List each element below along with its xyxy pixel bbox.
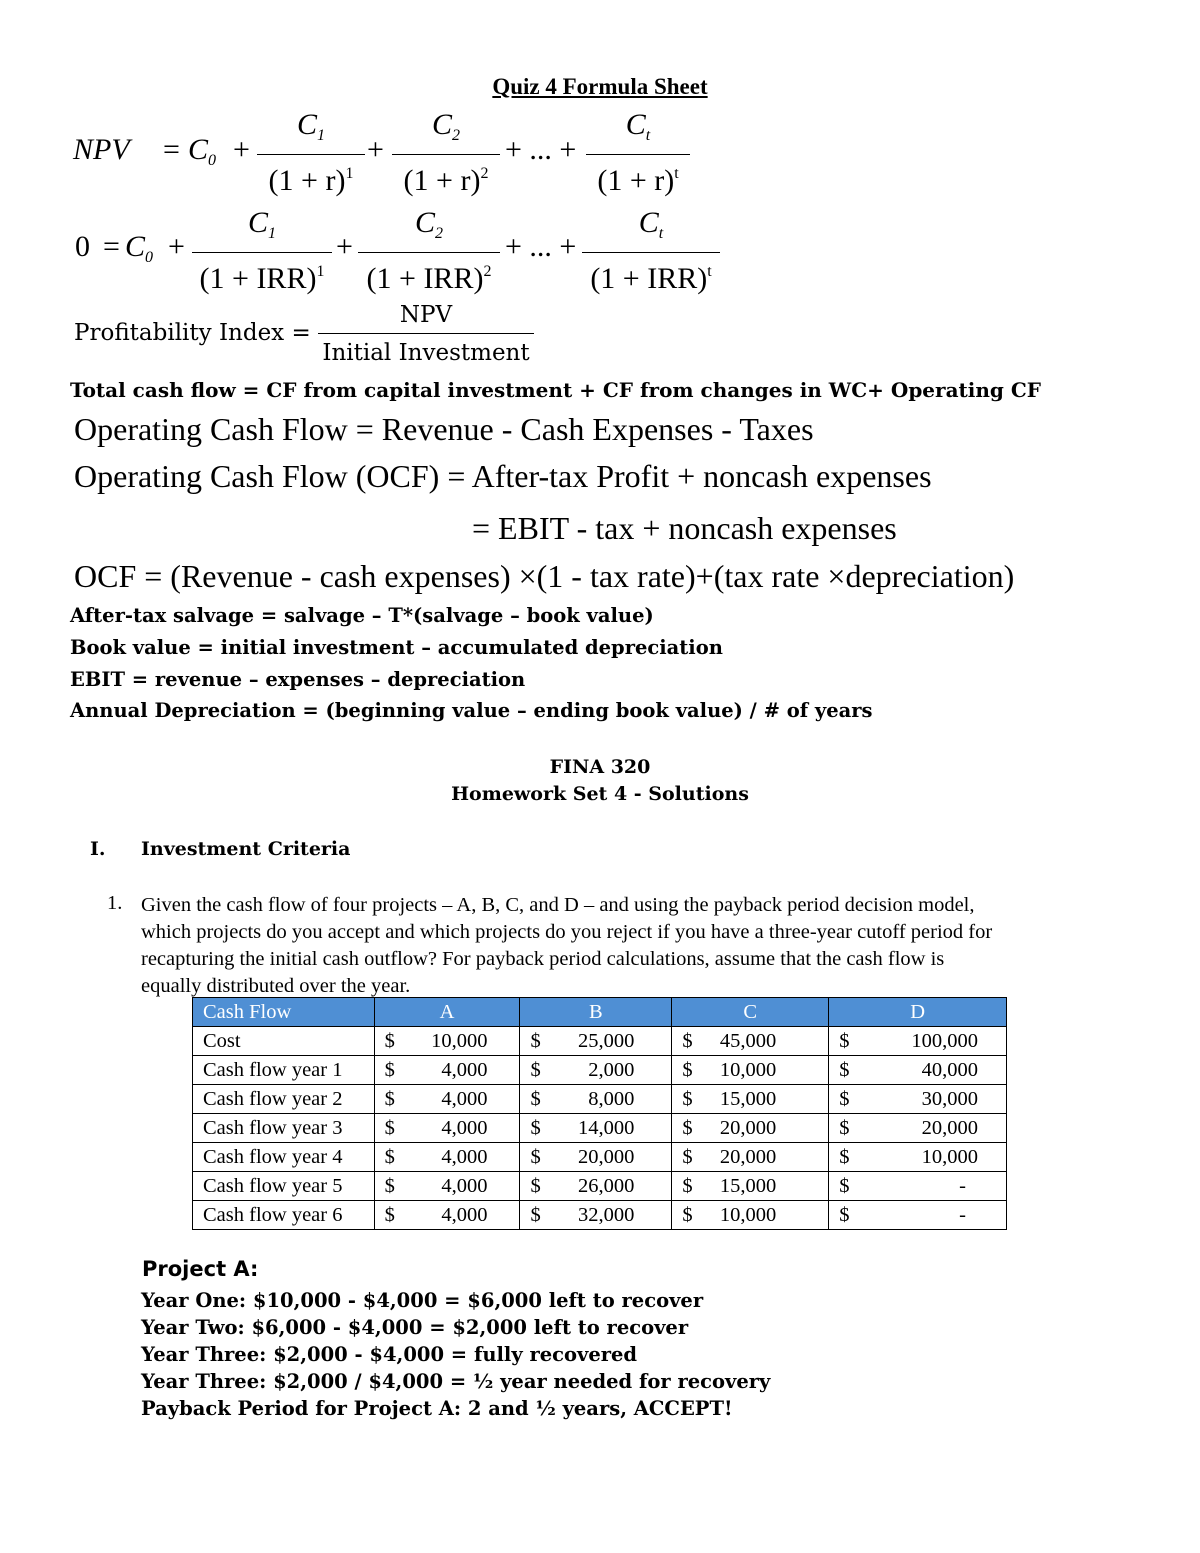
npv-dots: + ... + <box>505 133 577 166</box>
table-row <box>193 1172 1007 1201</box>
page-title: Quiz 4 Formula Sheet <box>492 74 708 99</box>
table-cell: $ 4,000 <box>374 1114 520 1143</box>
irr-plus-2: + <box>336 230 353 263</box>
table-cell: $ 10,000 <box>374 1027 520 1056</box>
row-label: Cash flow year 1 <box>193 1056 375 1085</box>
table-header: C <box>672 998 829 1027</box>
table-cell: $ 15,000 <box>672 1172 829 1201</box>
npv-term-2: $C_2$ $(1 + r)^2$ <box>392 108 500 198</box>
table-cell: $ 4,000 <box>374 1201 520 1230</box>
table-cell: $ 20,000 <box>672 1114 829 1143</box>
table-header: D <box>829 998 1007 1027</box>
table-row <box>193 1143 1007 1172</box>
question-number: 1. <box>107 892 123 914</box>
irr-dots: + ... + <box>505 230 577 263</box>
npv-term-1: $C_1$ $(1 + r)^1$ <box>257 108 365 198</box>
table-cell: $ 8,000 <box>520 1085 672 1114</box>
table-row <box>193 1114 1007 1143</box>
table-cell: $ 4,000 <box>374 1056 520 1085</box>
total-cash-flow-line: Total cash flow = CF from capital investment + CF from changes in WC+ Operating CF <box>70 378 1041 402</box>
table-cell: $ 10,000 <box>672 1201 829 1230</box>
solution-line: Payback Period for Project A: 2 and ½ years, ACCEPT! <box>141 1397 733 1420</box>
irr-term-1: $C_1$ (1 + IRR)$^1$ <box>192 206 332 296</box>
table-cell: $ 32,000 <box>520 1201 672 1230</box>
table-cell: $ 14,000 <box>520 1114 672 1143</box>
question-line: equally distributed over the year. <box>141 975 411 997</box>
after-tax-salvage-line: After-tax salvage = salvage – T*(salvage – book value) <box>70 604 654 627</box>
table-cell: $ 4,000 <box>374 1085 520 1114</box>
npv-plus-1: + <box>233 133 250 166</box>
irr-c0: $C_0$ <box>125 230 154 266</box>
row-label: Cash flow year 2 <box>193 1085 375 1114</box>
table-cell: $ 4,000 <box>374 1143 520 1172</box>
ocf-line-3: = EBIT - tax + noncash expenses <box>472 510 897 546</box>
ebit-line: EBIT = revenue – expenses – depreciation <box>70 668 526 691</box>
solution-line: Year Two: $6,000 - $4,000 = $2,000 left to recover <box>141 1316 689 1339</box>
table-cell: $ 30,000 <box>829 1085 1007 1114</box>
npv-equals: = <box>163 133 180 166</box>
pi-label: Profitability Index = <box>74 320 311 346</box>
annual-depreciation-line: Annual Depreciation = (beginning value – ending book value) / # of years <box>70 699 873 722</box>
npv-lhs: NPV <box>73 133 130 166</box>
npv-term-t: $C_t$ $(1 + r)^t$ <box>586 108 690 198</box>
solution-line: Year Three: $2,000 / $4,000 = ½ year needed for recovery <box>141 1370 771 1393</box>
table-cell: $ 20,000 <box>829 1114 1007 1143</box>
course-code: FINA 320 <box>549 756 651 778</box>
table-cell: $ 10,000 <box>829 1143 1007 1172</box>
question-text <box>141 892 992 1000</box>
table-header-row <box>193 998 1007 1027</box>
irr-plus-1: + <box>168 230 185 263</box>
table-cell: $ 20,000 <box>672 1143 829 1172</box>
npv-c0: $C_0$ <box>188 133 217 169</box>
project-a-solution <box>141 1287 770 1422</box>
cash-flow-table <box>192 997 1007 1230</box>
irr-term-t: $C_t$ (1 + IRR)$^t$ <box>582 206 720 296</box>
irr-term-2: $C_2$ (1 + IRR)$^2$ <box>358 206 500 296</box>
row-label: Cost <box>193 1027 375 1056</box>
table-header: A <box>374 998 520 1027</box>
table-cell: $ 26,000 <box>520 1172 672 1201</box>
question-line: recapturing the initial cash outflow? For payback period calculations, assume that the cash flow is <box>141 948 945 970</box>
ocf-line-1: Operating Cash Flow = Revenue - Cash Expenses - Taxes <box>74 411 814 447</box>
table-cell: $ 40,000 <box>829 1056 1007 1085</box>
table-cell: $ 25,000 <box>520 1027 672 1056</box>
npv-plus-2: + <box>367 133 384 166</box>
solution-line: Year One: $10,000 - $4,000 = $6,000 left to recover <box>141 1289 704 1312</box>
section-numeral: I. <box>90 838 106 860</box>
table-row <box>193 1201 1007 1230</box>
irr-equals: = <box>103 230 120 263</box>
row-label: Cash flow year 3 <box>193 1114 375 1143</box>
section-title: Investment Criteria <box>141 838 351 860</box>
row-label: Cash flow year 5 <box>193 1172 375 1201</box>
table-cell: $ - <box>829 1172 1007 1201</box>
solution-line: Year Three: $2,000 - $4,000 = fully recovered <box>141 1343 638 1366</box>
irr-lhs: 0 <box>75 230 90 263</box>
table-row <box>193 1027 1007 1056</box>
project-a-title: Project A: <box>142 1257 259 1281</box>
table-row <box>193 1085 1007 1114</box>
row-label: Cash flow year 4 <box>193 1143 375 1172</box>
table-row <box>193 1056 1007 1085</box>
table-cell: $ 10,000 <box>672 1056 829 1085</box>
question-line: which projects do you accept and which projects do you reject if you have a three-year cutoff period for <box>141 921 993 943</box>
table-cell: $ 20,000 <box>520 1143 672 1172</box>
table-header: B <box>520 998 672 1027</box>
table-cell: $ 2,000 <box>520 1056 672 1085</box>
homework-title: Homework Set 4 - Solutions <box>451 783 749 805</box>
table-cell: $ 15,000 <box>672 1085 829 1114</box>
book-value-line: Book value = initial investment – accumulated depreciation <box>70 636 723 659</box>
question-line: Given the cash flow of four projects – A, B, C, and D – and using the payback period decision model, <box>141 894 975 916</box>
ocf-line-4: OCF = (Revenue - cash expenses) ×(1 - tax rate)+(tax rate ×depreciation) <box>74 558 1015 594</box>
pi-fraction: NPV Initial Investment <box>318 298 534 370</box>
table-cell: $ 100,000 <box>829 1027 1007 1056</box>
table-cell: $ 4,000 <box>374 1172 520 1201</box>
row-label: Cash flow year 6 <box>193 1201 375 1230</box>
table-cell: $ - <box>829 1201 1007 1230</box>
table-header: Cash Flow <box>193 998 375 1027</box>
table-cell: $ 45,000 <box>672 1027 829 1056</box>
ocf-line-2: Operating Cash Flow (OCF) = After-tax Profit + noncash expenses <box>74 458 932 494</box>
